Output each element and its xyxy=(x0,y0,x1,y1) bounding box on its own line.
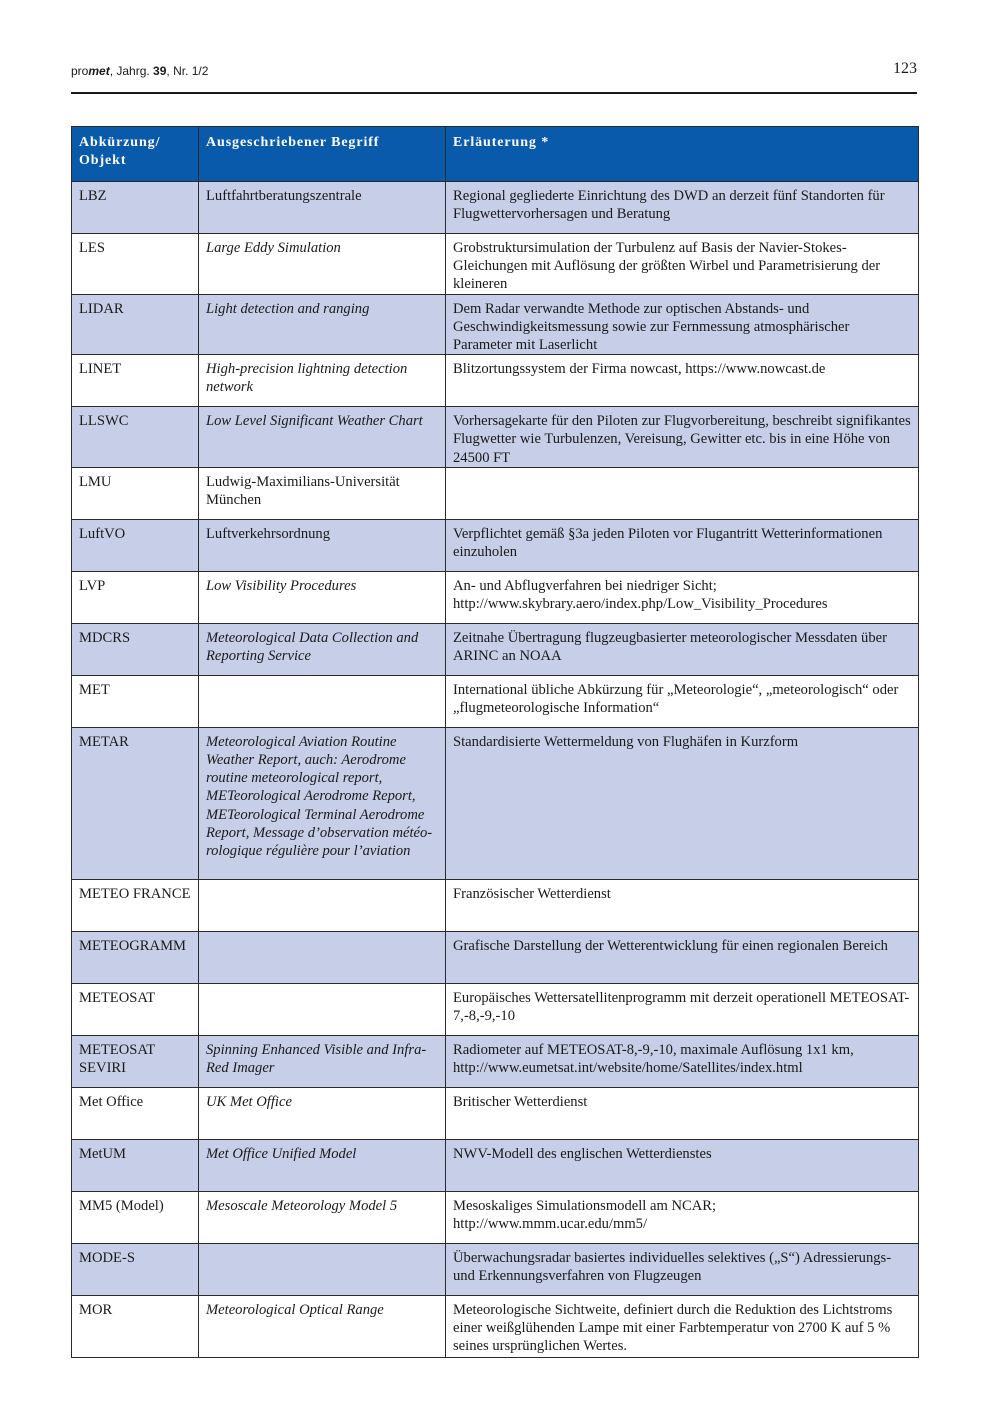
abbreviation-cell: LuftVO xyxy=(72,519,199,571)
column-header-abbreviation: Abkürzung/ Objekt xyxy=(72,127,199,182)
table-row xyxy=(72,1087,919,1139)
abbreviation-cell: LLSWC xyxy=(72,407,199,468)
term-cell xyxy=(199,675,446,727)
term-cell: Meteorological Optical Range xyxy=(199,1295,446,1357)
term-cell xyxy=(199,879,446,931)
explanation-cell: International übliche Abkürzung für „Meteorologie“, „meteorologisch“ oder „flugmeteorologische Information“ xyxy=(446,675,919,727)
explanation-cell: Meteorologische Sichtweite, definiert durch die Reduktion des Lichtstroms einer weißglühenden Lampe mit einer Farbtemperatur von 2700 K auf 5 % seines ursprünglichen Wertes. xyxy=(446,1295,919,1357)
term-cell: Meteorological Data Collection and Reporting Service xyxy=(199,623,446,675)
explanation-cell: Regional gegliederte Einrichtung des DWD an derzeit fünf Standorten für Flugwettervorhersagen und Beratung xyxy=(446,182,919,234)
term-cell: Spinning Enhanced Visible and Infra-Red Imager xyxy=(199,1035,446,1087)
table-row xyxy=(72,1035,919,1087)
abbreviation-cell: MetUM xyxy=(72,1139,199,1191)
table-row xyxy=(72,879,919,931)
table-row xyxy=(72,727,919,879)
term-cell: Light detection and ranging xyxy=(199,294,446,355)
table-row xyxy=(72,467,919,519)
table-row xyxy=(72,355,919,407)
table-row xyxy=(72,1243,919,1295)
abbreviation-cell: MM5 (Model) xyxy=(72,1191,199,1243)
explanation-cell: An- und Abflugverfahren bei niedriger Sicht; http://www.skybrary.aero/index.php/Low_Visibility_Procedures xyxy=(446,571,919,623)
header-rule xyxy=(71,92,917,94)
abbreviation-cell: METEOGRAMM xyxy=(72,931,199,983)
abbreviation-cell: MDCRS xyxy=(72,623,199,675)
term-cell: Luftfahrtberatungszentrale xyxy=(199,182,446,234)
term-cell xyxy=(199,1243,446,1295)
term-cell: Low Visibility Procedures xyxy=(199,571,446,623)
abbreviation-cell: MOR xyxy=(72,1295,199,1357)
explanation-cell: Blitzortungssystem der Firma nowcast, https://www.nowcast.de xyxy=(446,355,919,407)
term-cell: Low Level Significant Weather Chart xyxy=(199,407,446,468)
explanation-cell: NWV-Modell des englischen Wetterdienstes xyxy=(446,1139,919,1191)
abbreviation-cell: METEO FRANCE xyxy=(72,879,199,931)
abbreviation-cell: MET xyxy=(72,675,199,727)
column-header-explanation: Erläuterung * xyxy=(446,127,919,182)
explanation-cell: Zeitnahe Übertragung flugzeugbasierter meteorologischer Messdaten über ARINC an NOAA xyxy=(446,623,919,675)
journal-citation: promet, Jahrg. 39, Nr. 1/2 xyxy=(71,64,209,78)
explanation-cell: Europäisches Wettersatellitenprogramm mit derzeit operationell METEOSAT-7,-8,-9,-10 xyxy=(446,983,919,1035)
abbreviation-cell: METEOSAT SEVIRI xyxy=(72,1035,199,1087)
table-row xyxy=(72,571,919,623)
table-row xyxy=(72,234,919,295)
explanation-cell: Überwachungsradar basiertes individuelles selektives („S“) Adressierungs- und Erkennungsverfahren von Flugzeugen xyxy=(446,1243,919,1295)
table-row xyxy=(72,675,919,727)
explanation-cell: Standardisierte Wettermeldung von Flughäfen in Kurzform xyxy=(446,727,919,879)
table-row xyxy=(72,623,919,675)
abbreviation-cell: LVP xyxy=(72,571,199,623)
explanation-cell: Französischer Wetterdienst xyxy=(446,879,919,931)
table-row xyxy=(72,1191,919,1243)
explanation-cell: Grobstruktursimulation der Turbulenz auf Basis der Navier-Stokes-Gleichungen mit Auflösung der größten Wirbel und Parametrisierung der kleineren xyxy=(446,234,919,295)
abbreviation-cell: MODE-S xyxy=(72,1243,199,1295)
term-cell: High-precision lightning detection network xyxy=(199,355,446,407)
table-row xyxy=(72,1295,919,1357)
table-header-row xyxy=(72,127,919,182)
explanation-cell xyxy=(446,467,919,519)
term-cell xyxy=(199,931,446,983)
abbreviation-cell: LES xyxy=(72,234,199,295)
table-row xyxy=(72,1139,919,1191)
term-cell: Meteorological Aviation Routine Weather Report, auch: Aerodrome routine meteorological report, METeorological Aerodrome Report, METeorological Terminal Aerodrome Report, Message d’observation météo-rologique régulière pour l’aviation xyxy=(199,727,446,879)
abbreviation-cell: LBZ xyxy=(72,182,199,234)
term-cell: Met Office Unified Model xyxy=(199,1139,446,1191)
table-row xyxy=(72,182,919,234)
term-cell: Mesoscale Meteorology Model 5 xyxy=(199,1191,446,1243)
term-cell: Ludwig-Maximilians-Universität München xyxy=(199,467,446,519)
table-row xyxy=(72,407,919,468)
table-row xyxy=(72,983,919,1035)
term-cell: Luftverkehrsordnung xyxy=(199,519,446,571)
page-number: 123 xyxy=(893,60,917,77)
abbreviation-cell: LIDAR xyxy=(72,294,199,355)
explanation-cell: Dem Radar verwandte Methode zur optischen Abstands- und Geschwindigkeitsmessung sowie zur Fernmessung atmosphärischer Parameter mit Laserlicht xyxy=(446,294,919,355)
term-cell: Large Eddy Simulation xyxy=(199,234,446,295)
abbreviation-cell: Met Office xyxy=(72,1087,199,1139)
abbreviation-cell: METEOSAT xyxy=(72,983,199,1035)
abbreviation-cell: METAR xyxy=(72,727,199,879)
explanation-cell: Britischer Wetterdienst xyxy=(446,1087,919,1139)
running-head xyxy=(71,62,917,80)
explanation-cell: Vorhersagekarte für den Piloten zur Flugvorbereitung, beschreibt signifikantes Flugwetter wie Turbulenzen, Vereisung, Gewitter etc. bis in eine Höhe von 24500 FT xyxy=(446,407,919,468)
term-cell: UK Met Office xyxy=(199,1087,446,1139)
explanation-cell: Mesoskaliges Simulationsmodell am NCAR; http://www.mmm.ucar.edu/mm5/ xyxy=(446,1191,919,1243)
explanation-cell: Verpflichtet gemäß §3a jeden Piloten vor Flugantritt Wetterinformationen einzuholen xyxy=(446,519,919,571)
abbreviation-cell: LINET xyxy=(72,355,199,407)
term-cell xyxy=(199,983,446,1035)
table-row xyxy=(72,519,919,571)
table-row xyxy=(72,931,919,983)
table-row xyxy=(72,294,919,355)
glossary-table xyxy=(71,126,919,1358)
column-header-term: Ausgeschriebener Begriff xyxy=(199,127,446,182)
explanation-cell: Radiometer auf METEOSAT-8,-9,-10, maximale Auflösung 1x1 km, http://www.eumetsat.int/website/home/Satellites/index.html xyxy=(446,1035,919,1087)
explanation-cell: Grafische Darstellung der Wetterentwicklung für einen regionalen Bereich xyxy=(446,931,919,983)
abbreviation-cell: LMU xyxy=(72,467,199,519)
